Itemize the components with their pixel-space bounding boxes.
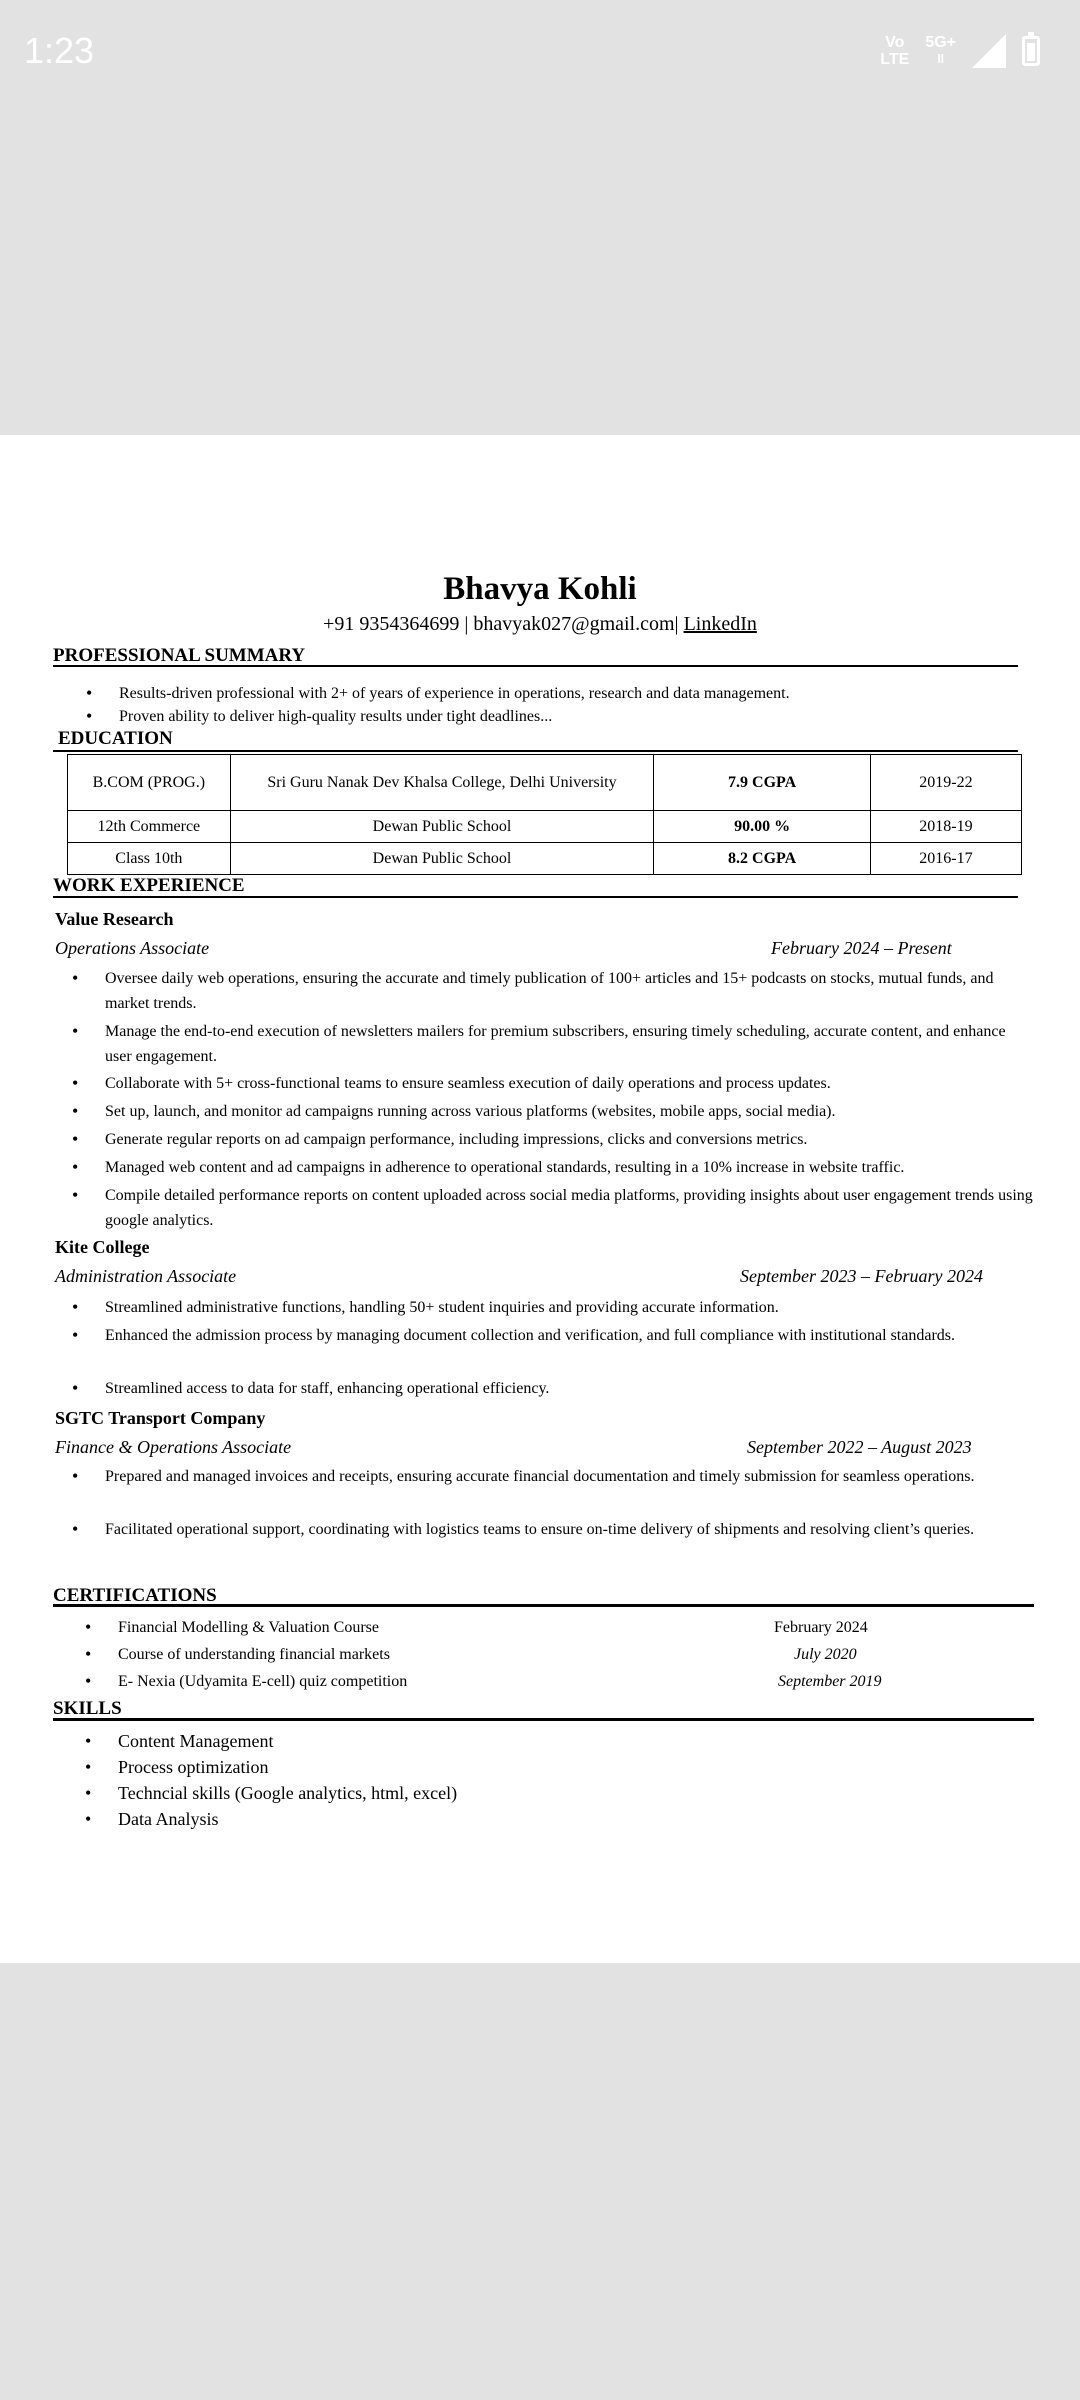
job-bullet: • Collaborate with 5+ cross-functional teams to ensure seamless execution of daily operations and process updates. [105,1071,1035,1096]
cert-date: February 2024 [774,1619,868,1636]
cert-date: September 2019 [778,1673,882,1690]
linkedin-link[interactable]: LinkedIn [683,613,757,635]
resume-name: Bhavya Kohli [443,571,637,607]
contact-line [0,613,1080,636]
status-bar [0,0,1080,110]
job-bullet: • Oversee daily web operations, ensuring the accurate and timely publication of 100+ articles and 15+ podcasts on stocks, mutual funds, and market trends. [105,966,1035,1016]
table-row [68,843,1022,875]
resume-page[interactable] [0,435,1080,1963]
skills-heading: SKILLS [53,1698,122,1719]
summary-rule [53,665,1018,667]
education-heading: EDUCATION [58,728,173,749]
skills-rule [53,1718,1034,1721]
job-bullet: • Generate regular reports on ad campaign performance, including impressions, clicks and conversions metrics. [105,1127,1035,1152]
skill-item: • Content Management [118,1729,818,1754]
job-bullet: • Facilitated operational support, coordinating with logistics teams to ensure on-time delivery of shipments and resolving client’s queries. [105,1517,1035,1542]
status-icons [880,34,1040,68]
job-company: SGTC Transport Company [55,1408,266,1428]
job-dates: February 2024 – Present [771,938,952,958]
table-row [68,755,1022,811]
cert-name: • Course of understanding financial markets [118,1642,718,1667]
battery-icon [1022,36,1040,66]
job-bullet: • Compile detailed performance reports on content uploaded across social media platforms, providing insights about user engagement trends using google analytics. [105,1183,1035,1233]
summary-item: • Results-driven professional with 2+ of years of experience in operations, research and data management. [119,681,1019,706]
work-heading: WORK EXPERIENCE [53,875,245,896]
table-row [68,811,1022,843]
cell-signal-icon [972,34,1006,68]
summary-heading: PROFESSIONAL SUMMARY [53,645,306,666]
education-table [67,754,1022,875]
contact-info: +91 9354364699 | bhavyak027@gmail.com| [323,613,679,635]
education-rule [53,750,1018,752]
edu-degree: B.COM (PROG.) [68,755,231,811]
skill-item: • Techncial skills (Google analytics, html, excel) [118,1781,818,1806]
job-bullet: • Manage the end-to-end execution of newsletters mailers for premium subscribers, ensuring timely scheduling, accurate content, and enhance user engagement. [105,1019,1035,1069]
network-type-indicator: 5G+ ll [925,34,956,66]
job-bullet: • Enhanced the admission process by managing document collection and verification, and full compliance with institutional standards. [105,1323,1035,1348]
job-bullet: • Managed web content and ad campaigns in adherence to operational standards, resulting in a 10% increase in website traffic. [105,1155,1035,1180]
edu-score: 7.9 CGPA [654,755,871,811]
edu-degree: Class 10th [68,843,231,875]
edu-score: 8.2 CGPA [654,843,871,875]
volte-indicator: Vo LTE [880,34,910,68]
job-company: Value Research [55,909,174,929]
edu-years: 2018-19 [870,811,1021,843]
job-bullet: • Streamlined administrative functions, handling 50+ student inquiries and providing accurate information. [105,1295,1035,1320]
skill-item: • Process optimization [118,1755,818,1780]
job-company: Kite College [55,1237,150,1257]
cert-name: • E- Nexia (Udyamita E-cell) quiz competition [118,1669,718,1694]
cert-heading: CERTIFICATIONS [53,1585,217,1606]
edu-years: 2019-22 [870,755,1021,811]
edu-years: 2016-17 [870,843,1021,875]
job-role: Administration Associate [55,1266,237,1286]
work-rule [53,896,1018,898]
skill-item: • Data Analysis [118,1807,818,1832]
job-role: Finance & Operations Associate [55,1437,292,1457]
edu-institution: Sri Guru Nanak Dev Khalsa College, Delhi University [230,755,654,811]
edu-degree: 12th Commerce [68,811,231,843]
job-bullet: • Prepared and managed invoices and receipts, ensuring accurate financial documentation and timely submission for seamless operations. [105,1464,1035,1489]
edu-score: 90.00 % [654,811,871,843]
cert-date: July 2020 [794,1646,857,1663]
summary-item: • Proven ability to deliver high-quality results under tight deadlines... [119,704,1019,729]
job-dates: September 2023 – February 2024 [740,1266,983,1286]
edu-institution: Dewan Public School [230,843,654,875]
job-bullet: • Set up, launch, and monitor ad campaigns running across various platforms (websites, mobile apps, social media). [105,1099,1035,1124]
job-bullet: • Streamlined access to data for staff, enhancing operational efficiency. [105,1376,1035,1401]
cert-name: • Financial Modelling & Valuation Course [118,1615,718,1640]
job-role: Operations Associate [55,938,210,958]
status-time: 1:23 [24,30,95,71]
edu-institution: Dewan Public School [230,811,654,843]
job-dates: September 2022 – August 2023 [747,1437,972,1457]
cert-rule [53,1604,1034,1607]
